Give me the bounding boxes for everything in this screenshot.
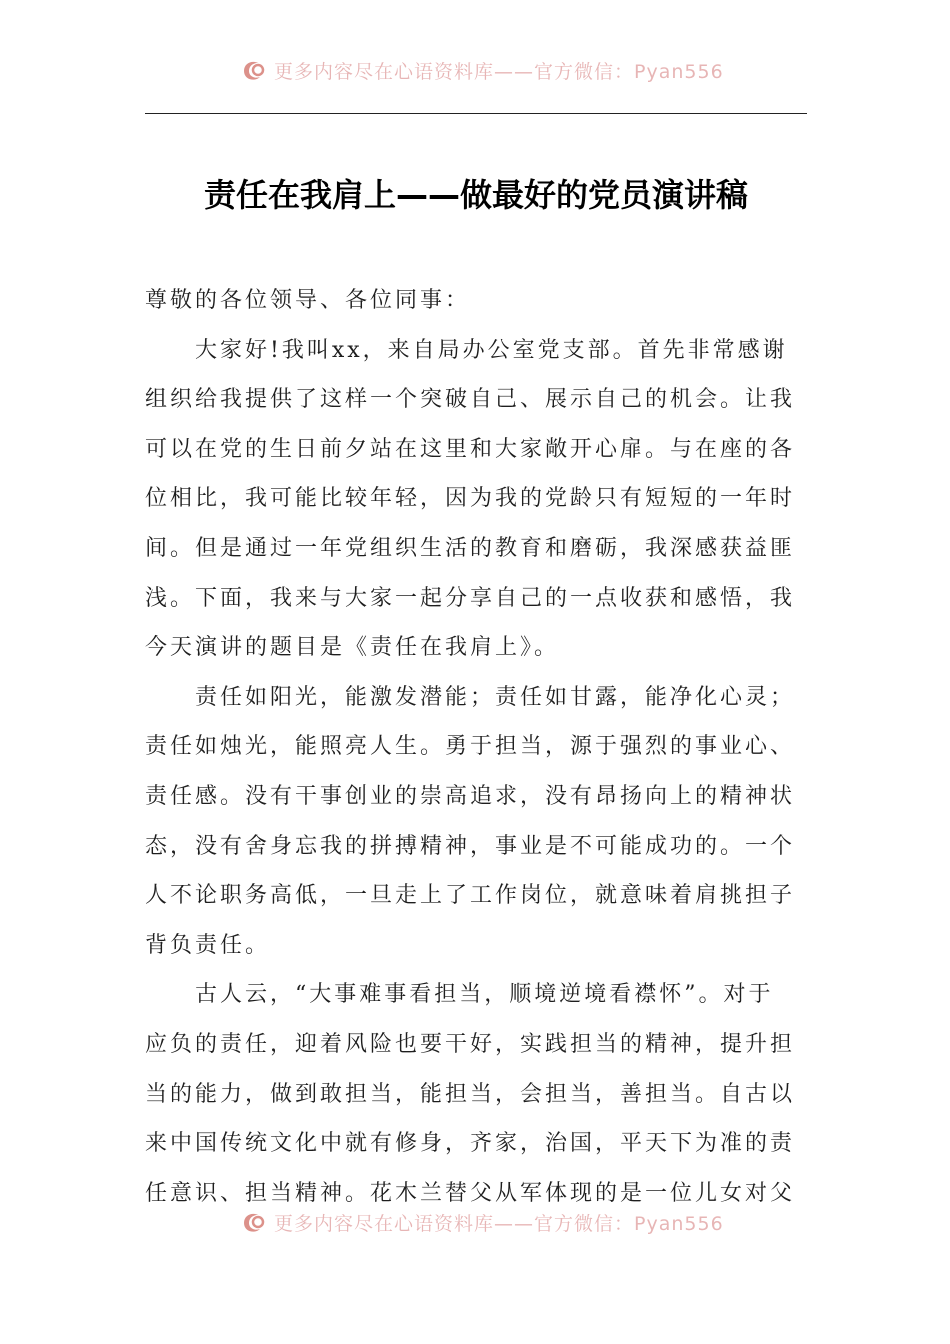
brand-logo-icon bbox=[240, 1209, 266, 1235]
text-line: 浅。下面，我来与大家一起分享自己的一点收获和感悟，我 bbox=[145, 585, 796, 611]
header-divider bbox=[145, 113, 807, 114]
paragraph bbox=[145, 326, 807, 673]
text-line: 来中国传统文化中就有修身，齐家，治国，平天下为准的责 bbox=[145, 1131, 796, 1157]
text-line: 背负责任。 bbox=[145, 932, 271, 958]
text-line: 今天演讲的题目是《责任在我肩上》。 bbox=[145, 635, 560, 661]
text-line: 态，没有舍身忘我的拼搏精神，事业是不可能成功的。一个 bbox=[145, 833, 796, 859]
text-line: 责任如烛光，能照亮人生。勇于担当，源于强烈的事业心、 bbox=[145, 734, 796, 760]
paragraph bbox=[145, 970, 807, 1218]
header-watermark bbox=[240, 55, 760, 85]
watermark-text: 更多内容尽在心语资料库——官方微信：Pyan556 bbox=[274, 60, 724, 83]
text-line: 位相比，我可能比较年轻，因为我的党龄只有短短的一年时 bbox=[145, 486, 796, 512]
document-title: 责任在我肩上——做最好的党员演讲稿 bbox=[203, 176, 748, 214]
text-line: 人不论职务高低，一旦走上了工作岗位，就意味着肩挑担子 bbox=[145, 883, 796, 909]
text-line: 尊敬的各位领导、各位同事： bbox=[145, 288, 471, 313]
text-line: 可以在党的生日前夕站在这里和大家敞开心扉。与在座的各 bbox=[145, 436, 796, 462]
document-body bbox=[145, 276, 807, 1218]
text-line: 应负的责任，迎着风险也要干好，实践担当的精神，提升担 bbox=[145, 1031, 796, 1057]
footer-watermark bbox=[240, 1207, 760, 1237]
text-line: 大家好!我叫xx，来自局办公室党支部。首先非常感谢 bbox=[195, 337, 788, 363]
text-line: 当的能力，做到敢担当，能担当，会担当，善担当。自古以 bbox=[145, 1081, 796, 1107]
text-line: 组织给我提供了这样一个突破自己、展示自己的机会。让我 bbox=[145, 387, 796, 413]
text-line: 古人云，“大事难事看担当，顺境逆境看襟怀”。对于 bbox=[195, 982, 774, 1008]
text-line: 责任如阳光，能激发潜能；责任如甘露，能净化心灵； bbox=[195, 684, 796, 710]
brand-logo-icon bbox=[240, 57, 266, 83]
paragraph bbox=[145, 673, 807, 971]
watermark-text: 更多内容尽在心语资料库——官方微信：Pyan556 bbox=[274, 1212, 724, 1235]
salutation bbox=[145, 276, 807, 326]
text-line: 间。但是通过一年党组织生活的教育和磨砺，我深感获益匪 bbox=[145, 535, 796, 561]
text-line: 责任感。没有干事创业的崇高追求，没有昂扬向上的精神状 bbox=[145, 783, 796, 809]
text-line: 任意识、担当精神。花木兰替父从军体现的是一位儿女对父 bbox=[145, 1180, 796, 1206]
